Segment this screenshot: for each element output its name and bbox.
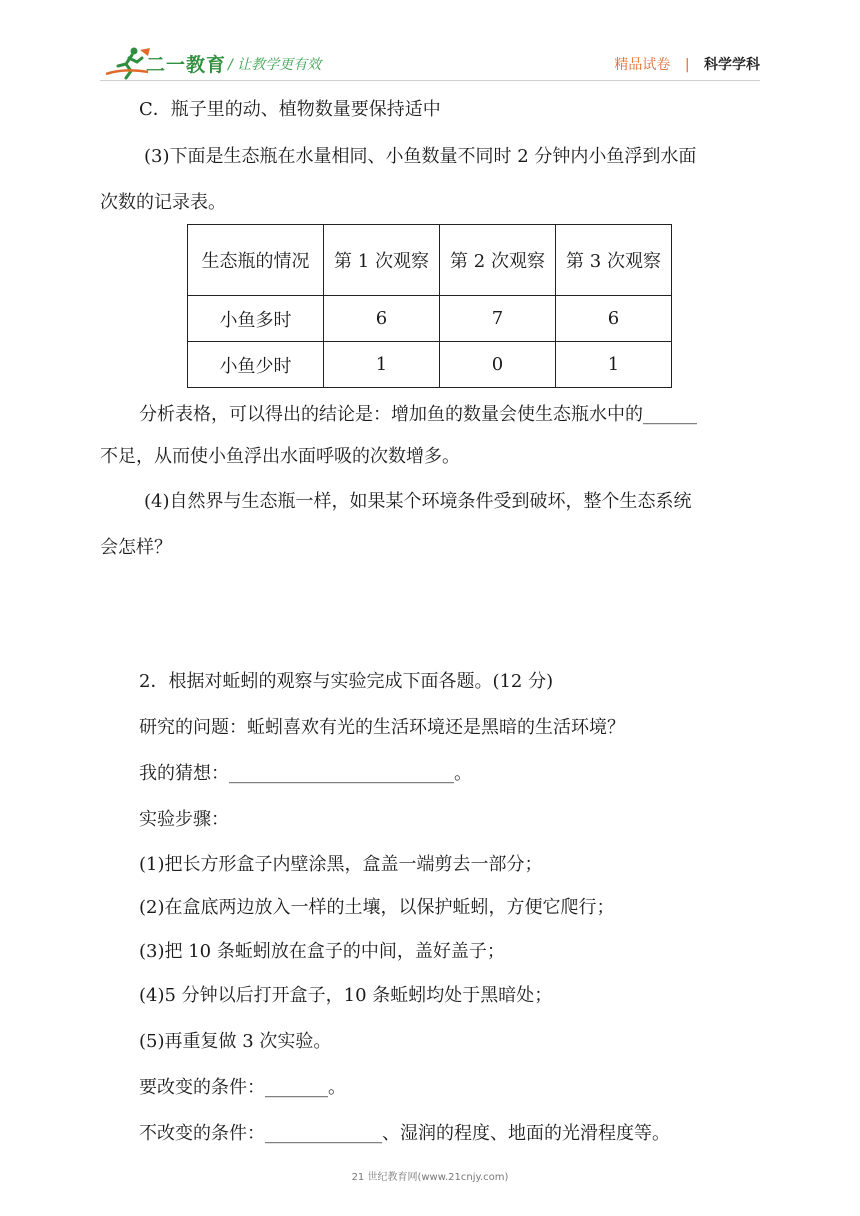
footer-source: 21 世纪教育网(www.21cnjy.com) xyxy=(351,1172,509,1183)
q2-title: 2．根据对蚯蚓的观察与实验完成下面各题。(12 分) xyxy=(139,671,554,692)
step-3: (3)把 10 条蚯蚓放在盒子的中间，盖好盖子； xyxy=(139,941,505,962)
page-header xyxy=(0,0,860,90)
steps-label: 实验步骤： xyxy=(139,809,229,830)
table-header-cell: 第 3 次观察 xyxy=(556,225,672,296)
header-divider xyxy=(100,80,760,81)
step-2: (2)在盒底两边放入一样的土壤，以保护蚯蚓，方便它爬行； xyxy=(139,897,615,918)
table-header-row xyxy=(188,225,672,296)
step-4: (4)5 分钟以后打开盒子，10 条蚯蚓均处于黑暗处； xyxy=(139,985,553,1006)
table-row xyxy=(188,342,672,388)
option-c: C．瓶子里的动、植物数量要保持适中 xyxy=(139,99,441,120)
subject-label: 科学学科 xyxy=(704,57,760,73)
table-cell: 0 xyxy=(440,342,556,388)
q3-text-line1: (3)下面是生态瓶在水量相同、小鱼数量不同时 2 分钟内小鱼浮到水面 xyxy=(144,146,697,167)
table-cell: 1 xyxy=(324,342,440,388)
my-guess: 我的猜想：_________________________。 xyxy=(139,763,472,784)
logo-text: 二一教育 xyxy=(146,54,227,76)
analysis-line2: 不足，从而使小鱼浮出水面呼吸的次数增多。 xyxy=(100,446,460,467)
analysis-line1: 分析表格，可以得出的结论是：增加鱼的数量会使生态瓶水中的______ xyxy=(139,404,697,425)
record-table xyxy=(187,224,672,388)
table-cell: 7 xyxy=(440,296,556,342)
premium-label: 精品试卷 xyxy=(614,57,671,73)
q4-text-line1: (4)自然界与生态瓶一样，如果某个环境条件受到破坏，整个生态系统 xyxy=(144,491,692,512)
step-5: (5)再重复做 3 次实验。 xyxy=(139,1031,332,1052)
q3-text-line2: 次数的记录表。 xyxy=(100,192,226,213)
slogan: / 让教学更有效 xyxy=(228,57,322,73)
table-cell: 6 xyxy=(324,296,440,342)
changed-condition: 要改变的条件：_______。 xyxy=(139,1077,346,1098)
unchanged-condition: 不改变的条件：_____________、湿润的程度、地面的光滑程度等。 xyxy=(139,1123,670,1144)
table-header-cell: 第 1 次观察 xyxy=(324,225,440,296)
q4-text-line2: 会怎样？ xyxy=(100,537,172,558)
table-cell: 6 xyxy=(556,296,672,342)
table-header-cell: 生态瓶的情况 xyxy=(188,225,324,296)
table-row xyxy=(188,296,672,342)
header-separator: | xyxy=(684,57,690,73)
step-1: (1)把长方形盒子内壁涂黑，盒盖一端剪去一部分； xyxy=(139,854,543,875)
table-cell: 小鱼少时 xyxy=(188,342,324,388)
research-question: 研究的问题：蚯蚓喜欢有光的生活环境还是黑暗的生活环境？ xyxy=(139,717,625,738)
table-cell: 小鱼多时 xyxy=(188,296,324,342)
table-header-cell: 第 2 次观察 xyxy=(440,225,556,296)
header-right xyxy=(614,54,760,74)
table-cell: 1 xyxy=(556,342,672,388)
